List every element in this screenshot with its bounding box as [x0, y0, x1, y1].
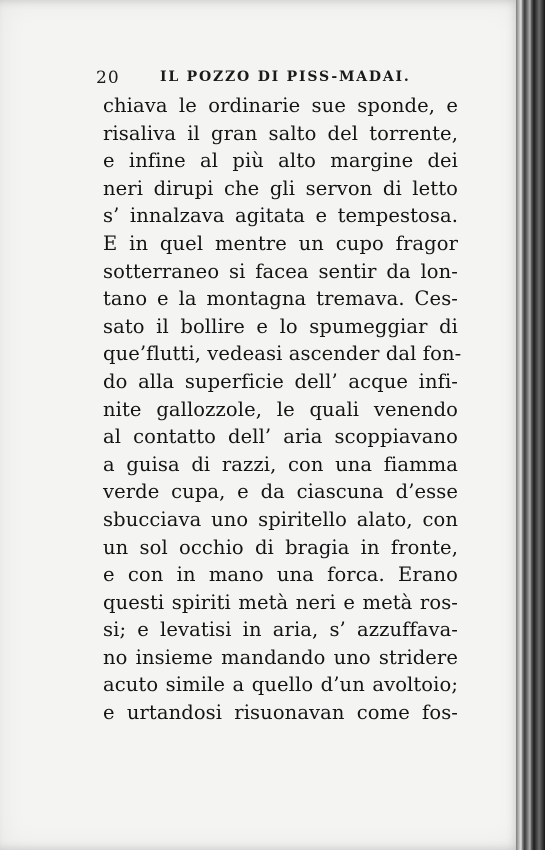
text-line: risaliva il gran salto del torrente,	[103, 121, 458, 145]
text-line: acuto simile a quello d’un avoltoio;	[103, 673, 458, 697]
text-line: sbucciava uno spiritello alato, con	[103, 507, 458, 531]
text-line: do alla superficie dell’ acque infi-	[103, 369, 458, 393]
page-header	[96, 68, 466, 92]
text-line: que’flutti, vedeasi ascender dal fon-	[103, 342, 462, 366]
text-line: e con in mano una forca. Erano	[103, 563, 458, 587]
text-line: sato il bollire e lo spumeggiar di	[103, 314, 458, 338]
page-number: 20	[96, 68, 120, 88]
book-spine	[516, 0, 545, 850]
text-line: un sol occhio di bragia in fronte,	[103, 535, 458, 559]
text-line: e urtandosi risuonavan come fos-	[103, 701, 458, 725]
text-line: a guisa di razzi, con una fiamma	[103, 452, 458, 476]
spine-highlight	[529, 0, 531, 850]
text-line: sotterraneo si facea sentir da lon-	[103, 259, 458, 283]
text-line: no insieme mandando uno stridere	[103, 645, 458, 669]
text-line: nite gallozzole, le quali venendo	[103, 397, 458, 421]
text-line: E in quel mentre un cupo fragor	[103, 231, 458, 255]
spine-highlight	[520, 0, 522, 850]
text-line: questi spiriti metà neri e metà ros-	[103, 590, 458, 614]
body-text	[103, 92, 462, 727]
text-line: chiava le ordinarie sue sponde, e	[103, 94, 458, 117]
text-line: e infine al più alto margine dei	[103, 149, 458, 173]
running-title: IL POZZO DI PISS-MADAI.	[160, 69, 411, 85]
text-line: tano e la montagna tremava. Ces-	[103, 287, 458, 311]
text-line: si; e levatisi in aria, s’ azzuffava-	[103, 618, 458, 642]
text-line: neri dirupi che gli servon di letto	[103, 176, 458, 200]
text-line: al contatto dell’ aria scoppiavano	[103, 425, 458, 449]
text-line: verde cupa, e da ciascuna d’esse	[103, 480, 458, 504]
text-line: s’ innalzava agitata e tempestosa.	[103, 204, 458, 228]
